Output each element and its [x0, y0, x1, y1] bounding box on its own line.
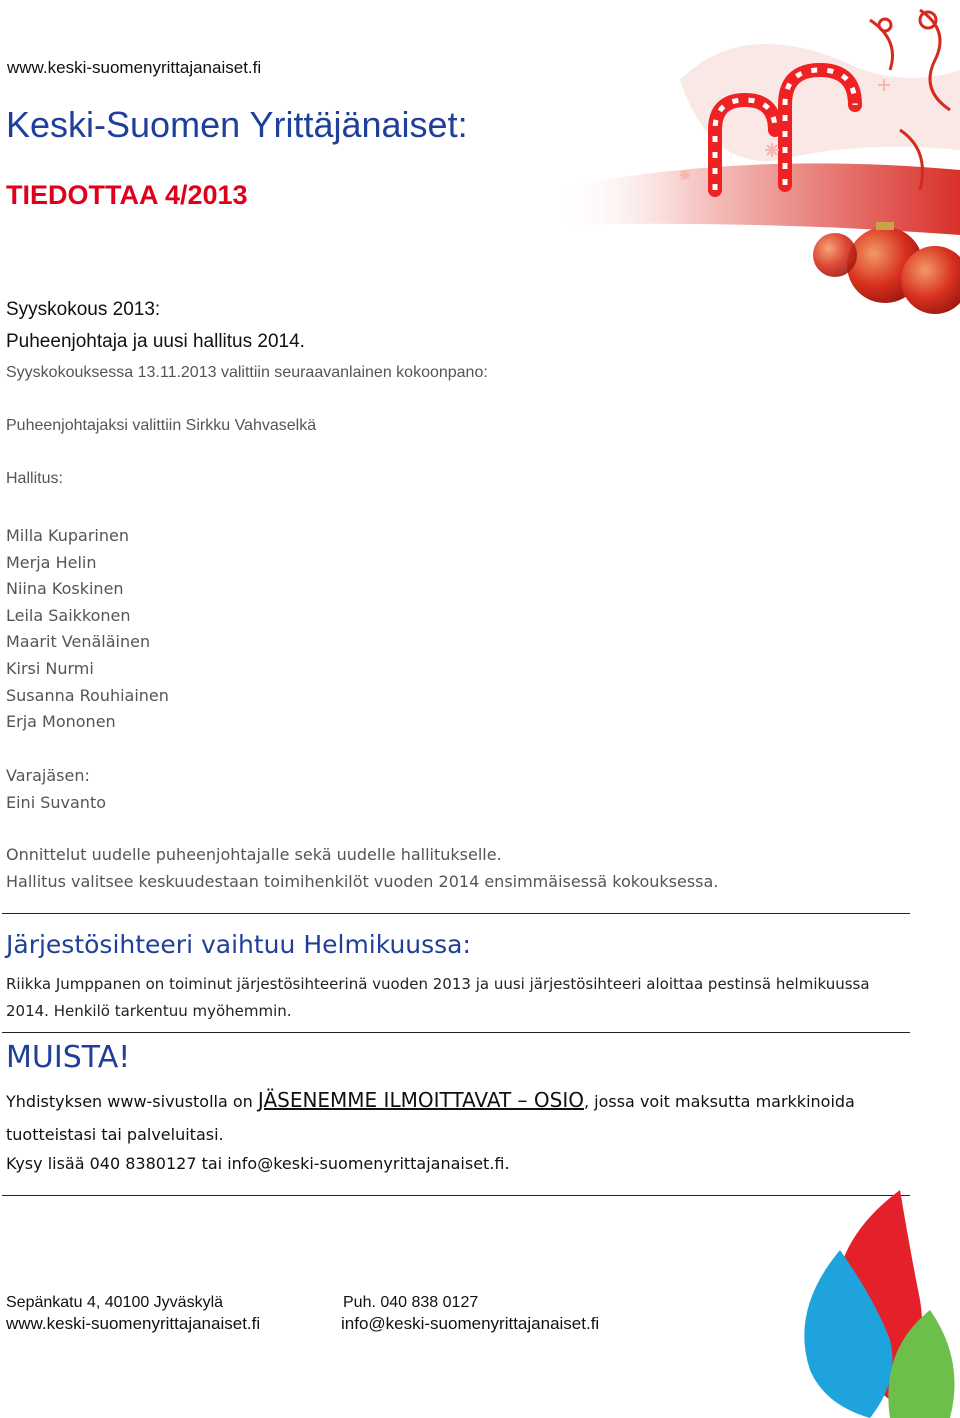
- board-note: Hallitus valitsee keskuudestaan toimihenkilöt vuoden 2014 ensimmäisessä kokouksessa.: [6, 871, 719, 891]
- secretary-line: 2014. Henkilö tarkentuu myöhemmin.: [6, 1002, 292, 1020]
- board-member: Leila Saikkonen: [6, 605, 131, 625]
- secretary-line: Riikka Jumppanen on toiminut järjestösihteerinä vuoden 2013 ja uusi järjestösihteeri aloittaa pestinsä helmikuussa: [6, 975, 870, 993]
- divider: [2, 1195, 910, 1196]
- board-label: Hallitus:: [6, 470, 63, 487]
- secretary-heading: Järjestösihteeri vaihtuu Helmikuussa:: [6, 930, 471, 959]
- divider: [2, 913, 910, 914]
- footer-phone: Puh. 040 838 0127: [343, 1294, 479, 1311]
- deputy-label: Varajäsen:: [6, 766, 90, 785]
- members-advertise-link[interactable]: JÄSENEMME ILMOITTAVAT – OSIO: [257, 1088, 584, 1112]
- header-website[interactable]: www.keski-suomenyrittajanaiset.fi: [7, 58, 262, 77]
- congrats-block: [6, 842, 718, 895]
- congrats-text: Onnittelut uudelle puheenjohtajalle sekä uudelle hallitukselle.: [6, 845, 502, 864]
- board-member: Kirsi Nurmi: [6, 658, 94, 678]
- reminder-heading: MUISTA!: [6, 1040, 131, 1075]
- footer-address: Sepänkatu 4, 40100 Jyväskylä: [6, 1294, 224, 1311]
- deputy-block: [6, 762, 106, 816]
- meeting-subheading: Puheenjohtaja ja uusi hallitus 2014.: [6, 331, 305, 352]
- secretary-text: [6, 971, 870, 1025]
- board-member: Maarit Venäläinen: [6, 632, 151, 652]
- board-member: Susanna Rouhiainen: [6, 685, 169, 705]
- reminder-line-2: tuotteistasi tai palveluitasi.: [6, 1125, 224, 1144]
- board-member: Erja Mononen: [6, 712, 116, 732]
- meeting-intro: Syyskokouksessa 13.11.2013 valittiin seuraavanlainen kokoonpano:: [6, 364, 488, 381]
- reminder-text: Yhdistyksen www-sivustolla on: [6, 1092, 258, 1111]
- footer-email[interactable]: info@keski-suomenyrittajanaiset.fi: [341, 1314, 600, 1333]
- flame-logo-icon: [780, 1190, 960, 1418]
- deputy-name: Eini Suvanto: [6, 793, 106, 812]
- board-member: Niina Koskinen: [6, 579, 124, 599]
- christmas-decoration-image: [540, 0, 960, 330]
- bulletin-title: TIEDOTTAA 4/2013: [6, 180, 248, 210]
- reminder-contact: Kysy lisää 040 8380127 tai info@keski-suomenyrittajanaiset.fi.: [6, 1154, 510, 1173]
- footer-website[interactable]: www.keski-suomenyrittajanaiset.fi: [6, 1314, 261, 1333]
- org-title: Keski-Suomen Yrittäjänaiset:: [6, 104, 468, 145]
- divider: [2, 1032, 910, 1033]
- board-member: Milla Kuparinen: [6, 526, 129, 545]
- chair-text: Puheenjohtajaksi valittiin Sirkku Vahvaselkä: [6, 417, 317, 434]
- reminder-text: , jossa voit maksutta markkinoida: [583, 1092, 855, 1111]
- meeting-heading: Syyskokous 2013:: [6, 299, 161, 320]
- reminder-line: [6, 1088, 855, 1112]
- board-member-list: [6, 523, 169, 736]
- board-member: Merja Helin: [6, 552, 97, 572]
